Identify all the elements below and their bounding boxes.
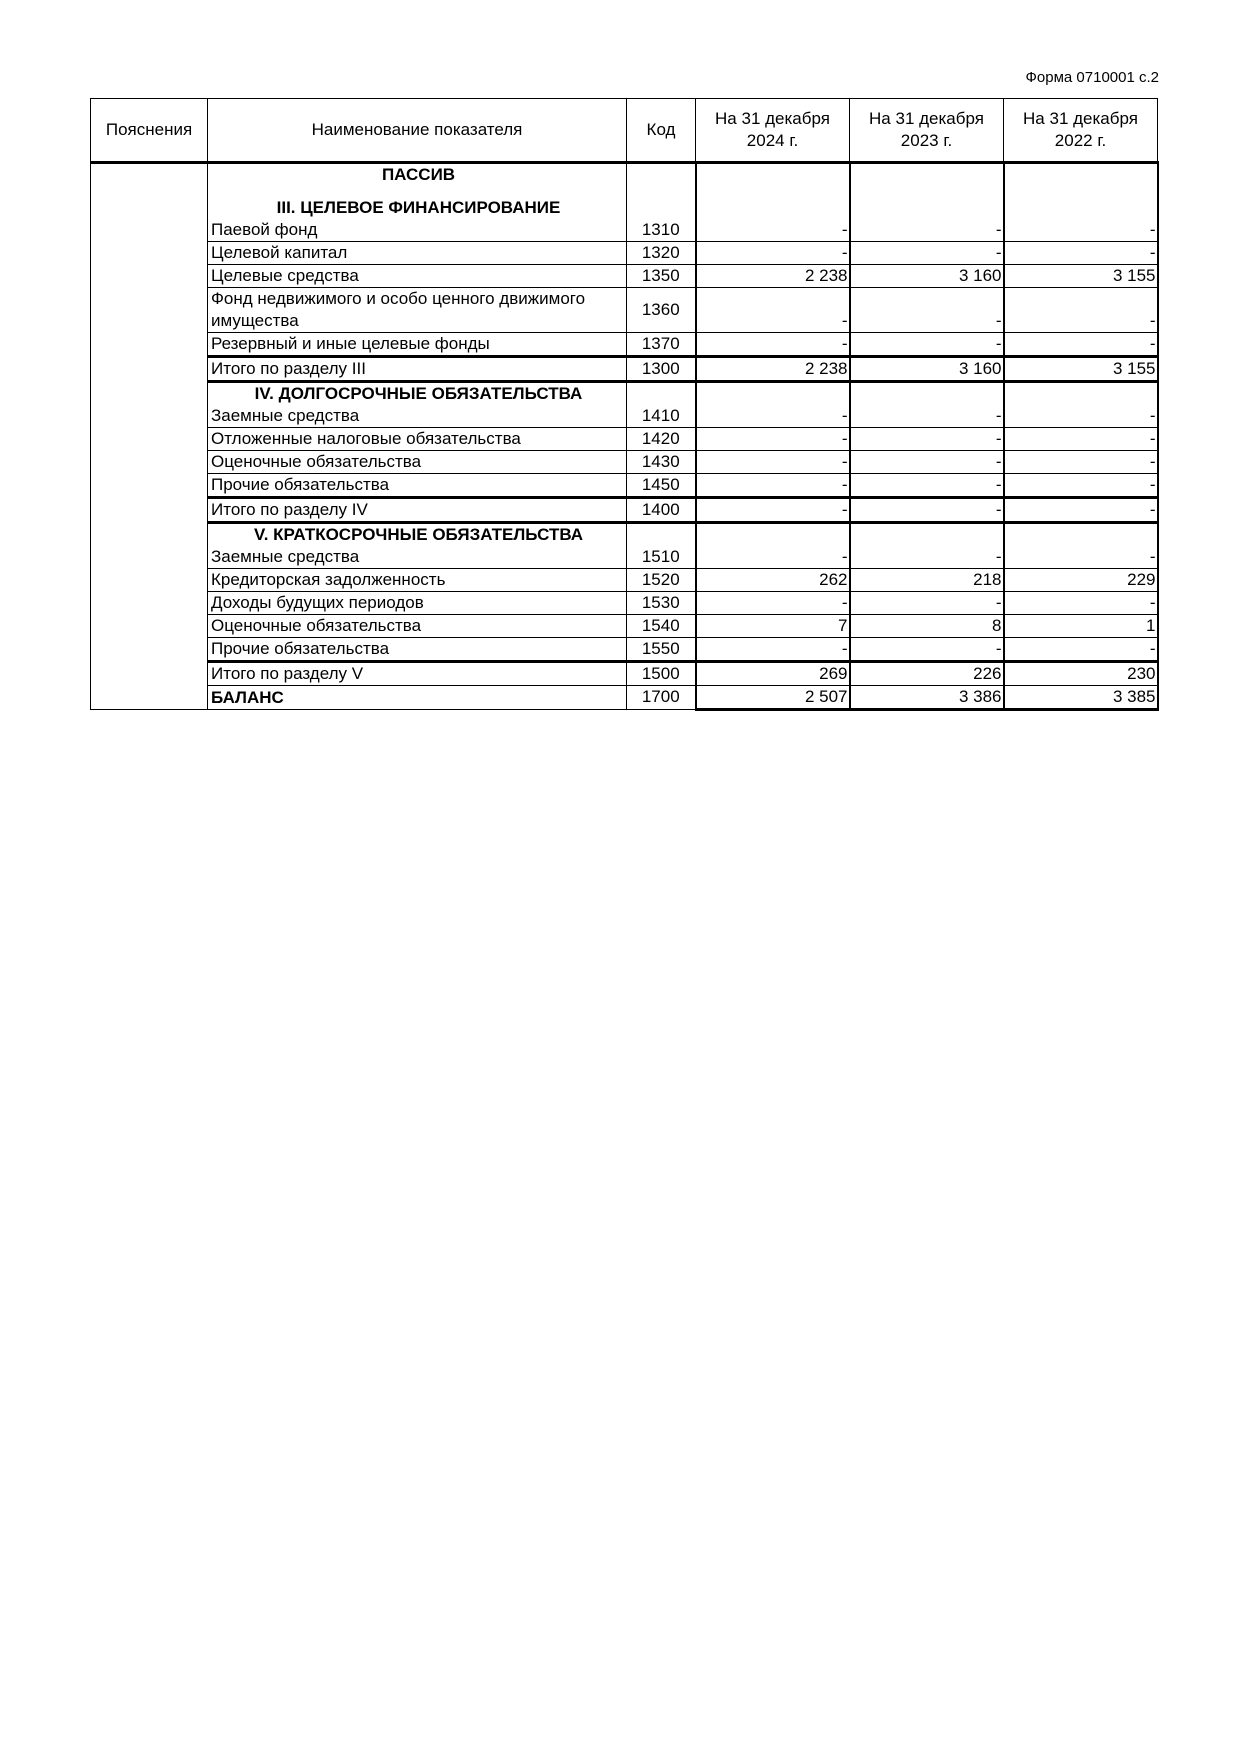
header-code: Код xyxy=(627,99,696,163)
row-code: 1300 xyxy=(627,357,696,382)
table-row xyxy=(91,615,1158,638)
row-value-2022: 230 xyxy=(1004,662,1158,686)
row-code: 1450 xyxy=(627,474,696,498)
header-2022-line2: 2022 г. xyxy=(1054,131,1107,150)
row-code: 1540 xyxy=(627,615,696,638)
row-value-2023: 3 160 xyxy=(850,265,1004,288)
row-value-2024: - xyxy=(696,163,850,242)
row-value-2023: - xyxy=(850,498,1004,523)
row-code: 1550 xyxy=(627,638,696,662)
row-value-2024: - xyxy=(696,592,850,615)
table-row xyxy=(91,569,1158,592)
row-value-2024: 2 238 xyxy=(696,357,850,382)
row-value-2023: 3 160 xyxy=(850,357,1004,382)
row-value-2022: - xyxy=(1004,242,1158,265)
row-name: Итого по разделу V xyxy=(208,662,627,686)
row-value-2022: 3 385 xyxy=(1004,686,1158,710)
table-row-total xyxy=(91,498,1158,523)
row-value-2024: - xyxy=(696,242,850,265)
table-row xyxy=(91,451,1158,474)
row-value-2022: 3 155 xyxy=(1004,357,1158,382)
row-code: 1510 xyxy=(627,523,696,569)
row-value-2023: 226 xyxy=(850,662,1004,686)
row-name xyxy=(208,163,627,242)
row-name: БАЛАНС xyxy=(208,686,627,710)
row-code: 1400 xyxy=(627,498,696,523)
table-row-balance xyxy=(91,686,1158,710)
section-3-title: III. ЦЕЛЕВОЕ ФИНАНСИРОВАНИЕ xyxy=(276,198,561,217)
table-row xyxy=(91,474,1158,498)
balance-passive-table xyxy=(90,98,1159,711)
header-2023-line2: 2023 г. xyxy=(900,131,953,150)
row-value-2023: - xyxy=(850,451,1004,474)
row-value-2024: 7 xyxy=(696,615,850,638)
row-name: Оценочные обязательства xyxy=(208,451,627,474)
table-row xyxy=(91,163,1158,242)
row-value-2024: - xyxy=(696,428,850,451)
row-name: Прочие обязательства xyxy=(208,638,627,662)
row-name: Резервный и иные целевые фонды xyxy=(208,333,627,357)
row-value-2024: 2 507 xyxy=(696,686,850,710)
header-notes: Пояснения xyxy=(91,99,208,163)
row-value-2024: - xyxy=(696,288,850,333)
row-value-2024: - xyxy=(696,382,850,428)
row-value-2023: - xyxy=(850,428,1004,451)
table-row xyxy=(91,428,1158,451)
row-name: Целевой капитал xyxy=(208,242,627,265)
header-name: Наименование показателя xyxy=(208,99,627,163)
row-name: Итого по разделу III xyxy=(208,357,627,382)
row-name xyxy=(208,523,627,569)
row-code: 1370 xyxy=(627,333,696,357)
row-name-line2: имущества xyxy=(211,311,299,330)
header-2022-line1: На 31 декабря xyxy=(1023,109,1138,128)
row-name: Прочие обязательства xyxy=(208,474,627,498)
table-row xyxy=(91,382,1158,428)
row-code: 1320 xyxy=(627,242,696,265)
row-code: 1430 xyxy=(627,451,696,474)
header-2023-line1: На 31 декабря xyxy=(869,109,984,128)
header-2023 xyxy=(850,99,1004,163)
row-value-2023: 218 xyxy=(850,569,1004,592)
row-value-2022: - xyxy=(1004,163,1158,242)
row-value-2022: - xyxy=(1004,333,1158,357)
row-name: Целевые средства xyxy=(208,265,627,288)
row-value-2024: - xyxy=(696,638,850,662)
row-value-2023: 8 xyxy=(850,615,1004,638)
table-header-row xyxy=(91,99,1158,163)
row-value-2022: 229 xyxy=(1004,569,1158,592)
row-name xyxy=(208,382,627,428)
row-value-2024: 262 xyxy=(696,569,850,592)
table-row xyxy=(91,333,1158,357)
row-value-2023: 3 386 xyxy=(850,686,1004,710)
row-value-2024: - xyxy=(696,474,850,498)
row-name-label: Заемные средства xyxy=(211,547,360,566)
row-value-2022: - xyxy=(1004,592,1158,615)
row-value-2023: - xyxy=(850,474,1004,498)
row-value-2023: - xyxy=(850,523,1004,569)
row-code: 1350 xyxy=(627,265,696,288)
row-name: Кредиторская задолженность xyxy=(208,569,627,592)
row-value-2022: - xyxy=(1004,638,1158,662)
row-name xyxy=(208,288,627,333)
row-name-label: Паевой фонд xyxy=(211,220,318,239)
table-row xyxy=(91,523,1158,569)
row-value-2022: - xyxy=(1004,523,1158,569)
row-value-2023: - xyxy=(850,163,1004,242)
header-2024-line1: На 31 декабря xyxy=(715,109,830,128)
table-row xyxy=(91,592,1158,615)
header-2024 xyxy=(696,99,850,163)
table-row-total xyxy=(91,662,1158,686)
table-row-total xyxy=(91,357,1158,382)
row-code: 1520 xyxy=(627,569,696,592)
row-value-2024: - xyxy=(696,523,850,569)
row-value-2024: - xyxy=(696,333,850,357)
row-name: Отложенные налоговые обязательства xyxy=(208,428,627,451)
row-value-2024: 269 xyxy=(696,662,850,686)
form-code: Форма 0710001 с.2 xyxy=(1025,69,1159,86)
row-value-2023: - xyxy=(850,333,1004,357)
row-value-2022: - xyxy=(1004,382,1158,428)
row-name: Итого по разделу IV xyxy=(208,498,627,523)
row-value-2024: 2 238 xyxy=(696,265,850,288)
row-code: 1530 xyxy=(627,592,696,615)
row-value-2023: - xyxy=(850,592,1004,615)
table-row xyxy=(91,265,1158,288)
row-name-label: Заемные средства xyxy=(211,406,360,425)
row-name: Доходы будущих периодов xyxy=(208,592,627,615)
row-value-2022: - xyxy=(1004,451,1158,474)
row-value-2022: 1 xyxy=(1004,615,1158,638)
row-value-2022: - xyxy=(1004,474,1158,498)
row-name: Оценочные обязательства xyxy=(208,615,627,638)
row-value-2022: 3 155 xyxy=(1004,265,1158,288)
table-row xyxy=(91,638,1158,662)
row-code: 1410 xyxy=(627,382,696,428)
table-row xyxy=(91,288,1158,333)
row-value-2023: - xyxy=(850,242,1004,265)
row-value-2022: - xyxy=(1004,288,1158,333)
row-value-2023: - xyxy=(850,638,1004,662)
row-code: 1700 xyxy=(627,686,696,710)
row-value-2022: - xyxy=(1004,498,1158,523)
row-value-2023: - xyxy=(850,288,1004,333)
row-code: 1360 xyxy=(627,288,696,333)
row-code: 1420 xyxy=(627,428,696,451)
header-2022 xyxy=(1004,99,1158,163)
row-value-2024: - xyxy=(696,451,850,474)
row-code: 1310 xyxy=(627,163,696,242)
section-4-title: IV. ДОЛГОСРОЧНЫЕ ОБЯЗАТЕЛЬСТВА xyxy=(254,384,583,403)
passive-title: ПАССИВ xyxy=(381,165,456,184)
row-code: 1500 xyxy=(627,662,696,686)
row-name-line1: Фонд недвижимого и особо ценного движимого xyxy=(211,289,586,308)
row-value-2022: - xyxy=(1004,428,1158,451)
table-row xyxy=(91,242,1158,265)
section-5-title: V. КРАТКОСРОЧНЫЕ ОБЯЗАТЕЛЬСТВА xyxy=(253,525,584,544)
notes-cell xyxy=(91,163,208,710)
header-2024-line2: 2024 г. xyxy=(746,131,799,150)
row-value-2024: - xyxy=(696,498,850,523)
row-value-2023: - xyxy=(850,382,1004,428)
